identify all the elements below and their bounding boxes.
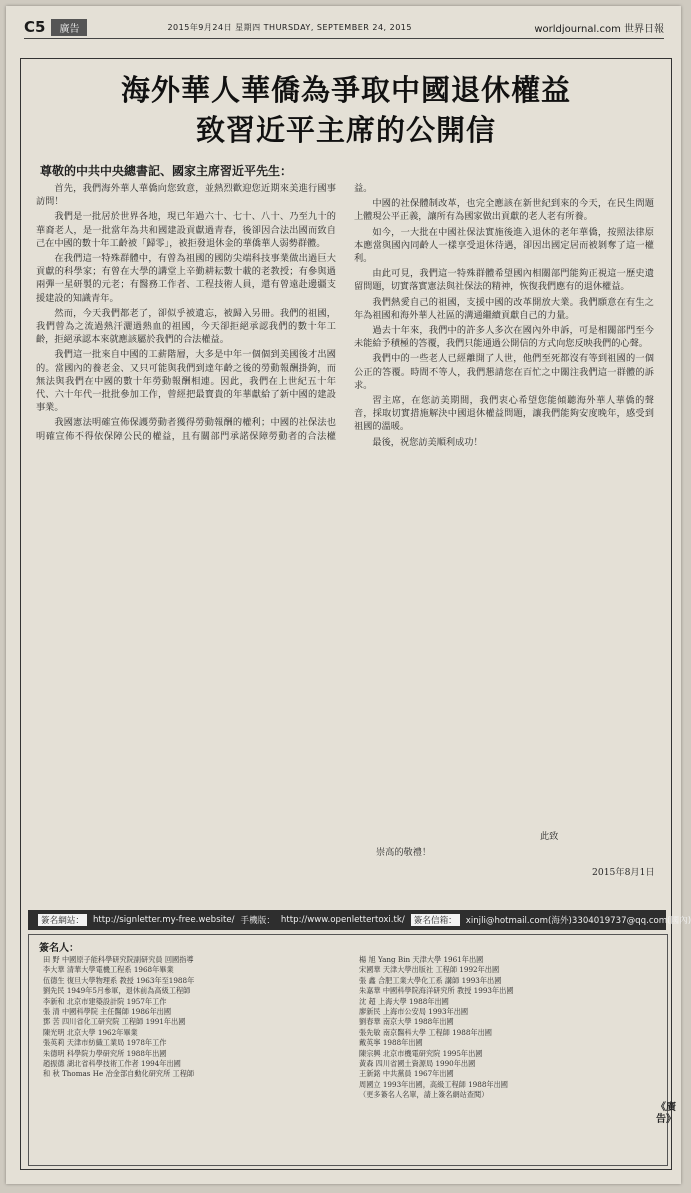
- headline-line-1: 海外華人華僑為爭取中國退休權益: [120, 73, 571, 107]
- signature-site-link[interactable]: http://signletter.my-free.website/: [92, 915, 235, 925]
- signer-entry: 張先敏 南京醫科大學 工程師 1988年出國: [359, 1027, 492, 1037]
- signers-left-column: [43, 955, 194, 1080]
- signer-entry: 和 秋 Thomas He 冶金部自動化研究所 工程師: [43, 1069, 195, 1079]
- signer-entry: 朱德明 科學院力學研究所 1988年出國: [43, 1048, 167, 1058]
- section-tag: 廣告: [51, 19, 87, 36]
- paragraph: 習主席，在您訪美期間，我們衷心希望您能傾聽海外華人華僑的聲音，採取切實措施解決中國退休權益問題，讓我們能夠安度晚年，感受到祖國的溫暖。: [354, 395, 654, 433]
- closing-regards: 此致: [540, 831, 559, 842]
- paragraph: 在我們這一特殊群體中，有曾為祖國的國防尖端科技事業做出過巨大貢獻的科學家；有曾在大學的講堂上辛勤耕耘數十載的老教授；有參與過兩彈一星研製的元老；有醫務工作者、工程技術人員，還有曾遠赴邊疆支援建設的知識青年。: [36, 253, 336, 304]
- paragraph: 我國憲法明確宣佈保護勞動者獲得勞動報酬的權利；中國的社保法也明確宣佈不得依保障公民的權益，且有關部門承諾保障勞動者的合法權益。: [36, 183, 373, 442]
- mobile-site-label: 手機版：: [240, 916, 275, 926]
- signer-entry: 周國立 1993年出國，高級工程師 1988年出國: [359, 1079, 508, 1089]
- signer-entry: 陳光明 北京大學 1962年畢業: [43, 1027, 138, 1037]
- page-number: C5: [24, 18, 46, 36]
- signer-entry: 李新和 北京市建築設計院 1957年工作: [43, 996, 167, 1006]
- signer-entry: 張英莉 天津市紡織工業局 1978年工作: [43, 1038, 167, 1048]
- paragraph: 我們中的一些老人已經離開了人世，他們至死都沒有等到祖國的一個公正的答覆。時間不等人，我們懇請您在百忙之中關注我們這一群體的訴求。: [354, 353, 654, 391]
- signature-email[interactable]: xinjli@hotmail.com(海外)3304019737@qq.com(國內): [465, 916, 691, 926]
- signature-bar: [28, 910, 691, 930]
- paragraph: 如今，一大批在中國社保法實施後進入退休的老年華僑，按照法律原本應當與國內同齡人一樣享受退休待遇，卻因出國定居而被剝奪了這一權利。: [354, 226, 654, 265]
- headline: [36, 70, 656, 150]
- signer-entry: 田 野 中國原子能科學研究院副研究員 回國指導: [43, 955, 194, 964]
- closing-salute: 崇高的敬禮！: [376, 847, 432, 858]
- paragraph: 首先，我們海外華人華僑向您致意，並熱烈歡迎您近期來美進行國事訪問！: [36, 183, 336, 208]
- signer-entry: 張 清 中國科學院 主任醫師 1986年出國: [43, 1007, 172, 1017]
- paragraph: 我們這一批來自中國的工薪階層，大多是中年一個個到美國後才出國的。當國內的養老金、又只可能與我們到達年齡之後的勞動報酬掛鉤，而無法與我們在中國的數十年勞動報酬相連。因此，我們在上世紀五十年代、六十年代一批批參加工作，曾經把最寶貴的年華獻給了新中國的建設事業。: [36, 349, 336, 414]
- ad-side-stamp: 《廣告》: [656, 1102, 676, 1125]
- paragraph: 由此可見，我們這一特殊群體希望國內相關部門能夠正視這一歷史遺留問題，切實落實憲法與社保法的精神，恢復我們應有的退休權益。: [354, 268, 654, 293]
- signer-entry: 劉先民 1949年5月參軍，退休前為高級工程師: [43, 986, 191, 996]
- signer-entry: 伍德生 復旦大學物理系 教授 1963年至1988年: [43, 975, 195, 985]
- signature-site-label: 簽名網站：: [38, 914, 87, 926]
- signer-entry: （更多簽名人名單，請上簽名網站查閱）: [359, 1090, 489, 1100]
- signer-entry: 李大華 清華大學電機工程系 1968年畢業: [43, 965, 174, 975]
- paragraph: 我們是一批居於世界各地，現已年過六十、七十、八十、乃至九十的華裔老人，是一批當年為共和國建設貢獻過青春，後卻因合法出國而致自己在中國的數十年工齡被「歸零」，被拒發退休金的華僑華人弱勢群體。: [36, 211, 336, 249]
- paragraph: 我們熱愛自己的祖國，支援中國的改革開放大業。我們願意在有生之年為祖國和海外華人社區的溝通繼續貢獻自己的力量。: [354, 296, 654, 321]
- masthead: worldjournal.com 世界日報: [534, 23, 664, 35]
- signer-entry: 楊 旭 Yang Bin 天津大學 1961年出國: [359, 955, 484, 964]
- signer-entry: 張 鑫 合肥工業大學化工系 講師 1993年出國: [359, 975, 502, 985]
- signers-title: 簽名人：: [39, 943, 79, 954]
- signer-entry: 陳宗興 北京市機電研究院 1995年出國: [359, 1048, 483, 1058]
- headline-line-2: 致習近平主席的公開信: [195, 113, 496, 147]
- page-header: [24, 16, 664, 39]
- paragraph: 過去十年來，我們中的許多人多次在國內外申訴，可是相關部門至今未能給予積極的答覆，我們只能通過公開信的方式向您反映我們的心聲。: [354, 325, 654, 350]
- paragraph: 中國的社保體制改革，也完全應該在新世紀到來的今天，在民生問題上體現公平正義，讓所有為國家做出貢獻的老人老有所養。: [354, 198, 654, 223]
- letter-date: 2015年8月1日: [592, 867, 655, 878]
- signer-entry: 戴英寧 1988年出國: [359, 1038, 423, 1048]
- signer-entry: 沈 超 上海大學 1988年出國: [359, 996, 449, 1006]
- signer-entry: 廖新民 上海市公安局 1993年出國: [359, 1007, 469, 1017]
- signers-box: [28, 934, 676, 1166]
- signer-entry: 黃森 四川省國土資源局 1990年出國: [359, 1059, 476, 1069]
- signers-right-column: [359, 955, 514, 1101]
- signer-entry: 朱嘉華 中國科學院海洋研究所 教授 1993年出國: [359, 986, 514, 996]
- paragraph: 然而，今天我們都老了，卻似乎被遺忘，被歸入另冊。我們的祖國，我們曾為之流過熱汗灑過熱血的祖國，今天卻拒絕承認我們的數十年工齡，拒絕承認本來就應該屬於我們的合法權益。: [36, 307, 336, 346]
- signer-entry: 鄧 苦 四川省化工研究院 工程師 1991年出國: [43, 1017, 186, 1027]
- paragraph: 最後，祝您訪美順利成功！: [372, 436, 483, 448]
- dateline: 2015年9月24日 星期四 THURSDAY, SEPTEMBER 24, 2015: [167, 22, 412, 32]
- signer-entry: 劉春華 南京大學 1988年出國: [359, 1017, 454, 1027]
- signature-email-label: 簽名信箱：: [411, 914, 460, 926]
- signer-entry: 王新銘 中共黨員 1967年出國: [359, 1069, 454, 1079]
- mobile-site-link[interactable]: http://www.openlettertoxi.tk/: [280, 915, 405, 925]
- signer-entry: 宋國華 天津大學出版社 工程師 1992年出國: [359, 965, 500, 975]
- newspaper-page: [6, 6, 691, 1184]
- signer-entry: 趙振德 湖北省科學技術工作者 1994年出國: [43, 1059, 181, 1069]
- letter-body: [36, 182, 654, 902]
- salutation: 尊敬的中共中央總書記、國家主席習近平先生：: [40, 164, 293, 178]
